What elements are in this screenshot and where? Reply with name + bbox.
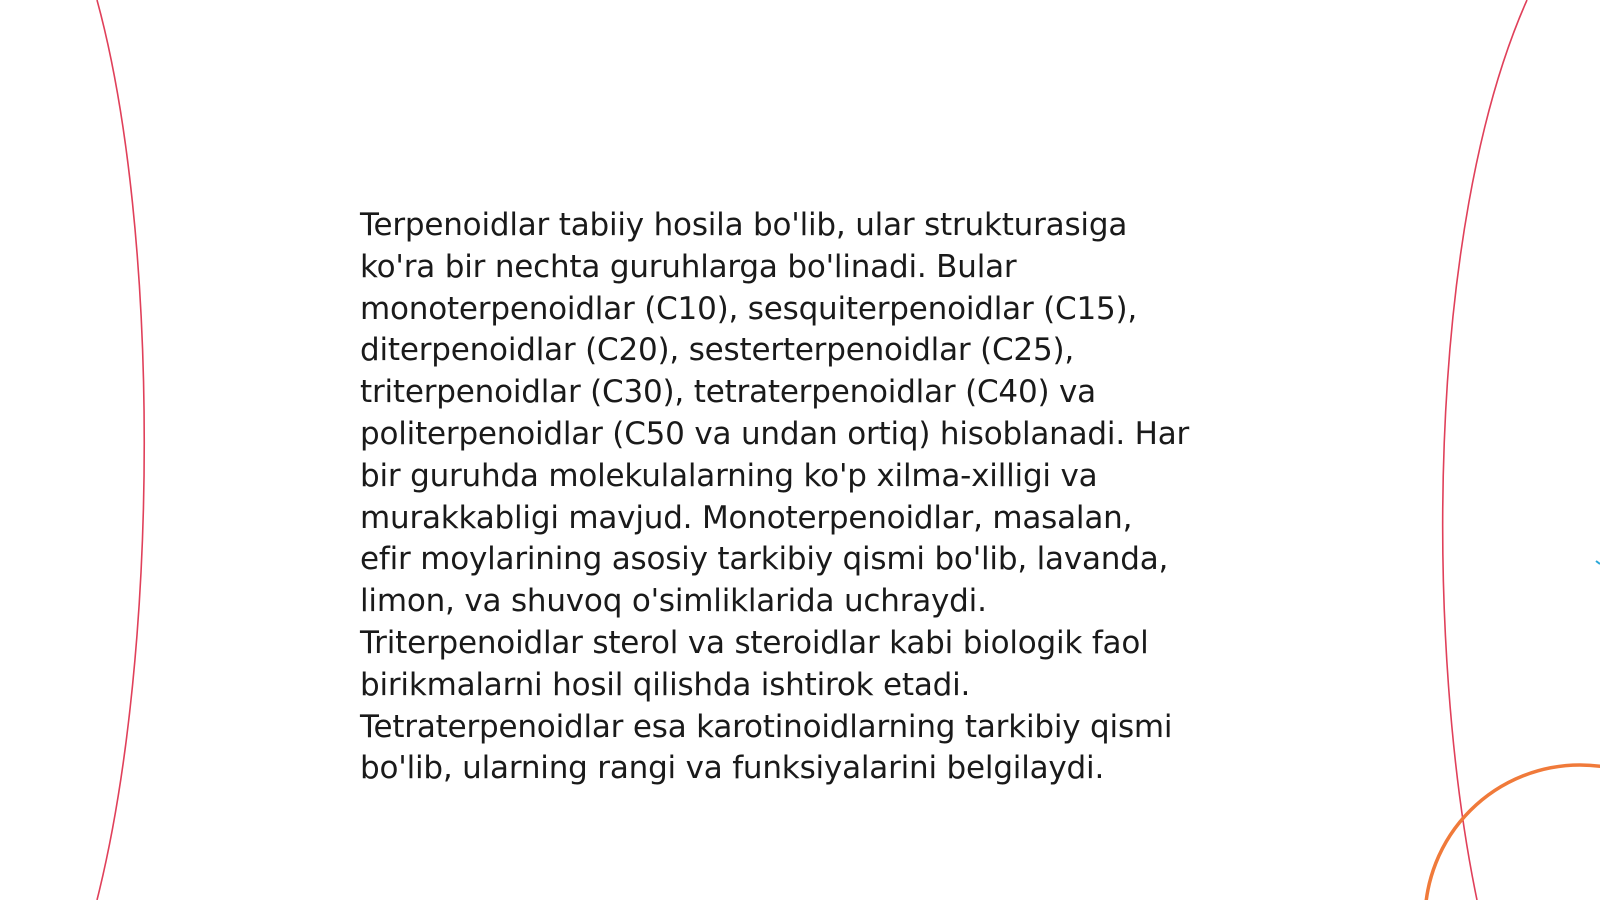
accent-mark bbox=[1596, 561, 1600, 564]
left-arc bbox=[97, 0, 144, 900]
right-arc bbox=[1443, 0, 1527, 900]
corner-circle-arc bbox=[1425, 765, 1600, 900]
slide-body-text: Terpenoidlar tabiiy hosila bo'lib, ular strukturasiga ko'ra bir nechta guruhlarga bo'linadi. Bular monoterpenoidlar (C10), sesquiterpenoidlar (C15), diterpenoidlar (C20), sesterterpenoidlar (C25), triterpenoidlar (C30), tetraterpenoidlar (C40) va politerpenoidlar (C50 va undan ortiq) hisoblanadi. Har bir guruhda molekulalarning ko'p xilma-xilligi va murakkabligi mavjud. Monoterpenoidlar, masalan, efir moylarining asosiy tarkibiy qismi bo'lib, lavanda, limon, va shuvoq o'simliklarida uchraydi. Triterpenoidlar sterol va steroidlar kabi biologik faol birikmalarni hosil qilishda ishtirok etadi. Tetraterpenoidlar esa karotinoidlarning tarkibiy qismi bo'lib, ularning rangi va funksiyalarini belgilaydi. bbox=[360, 207, 1190, 787]
